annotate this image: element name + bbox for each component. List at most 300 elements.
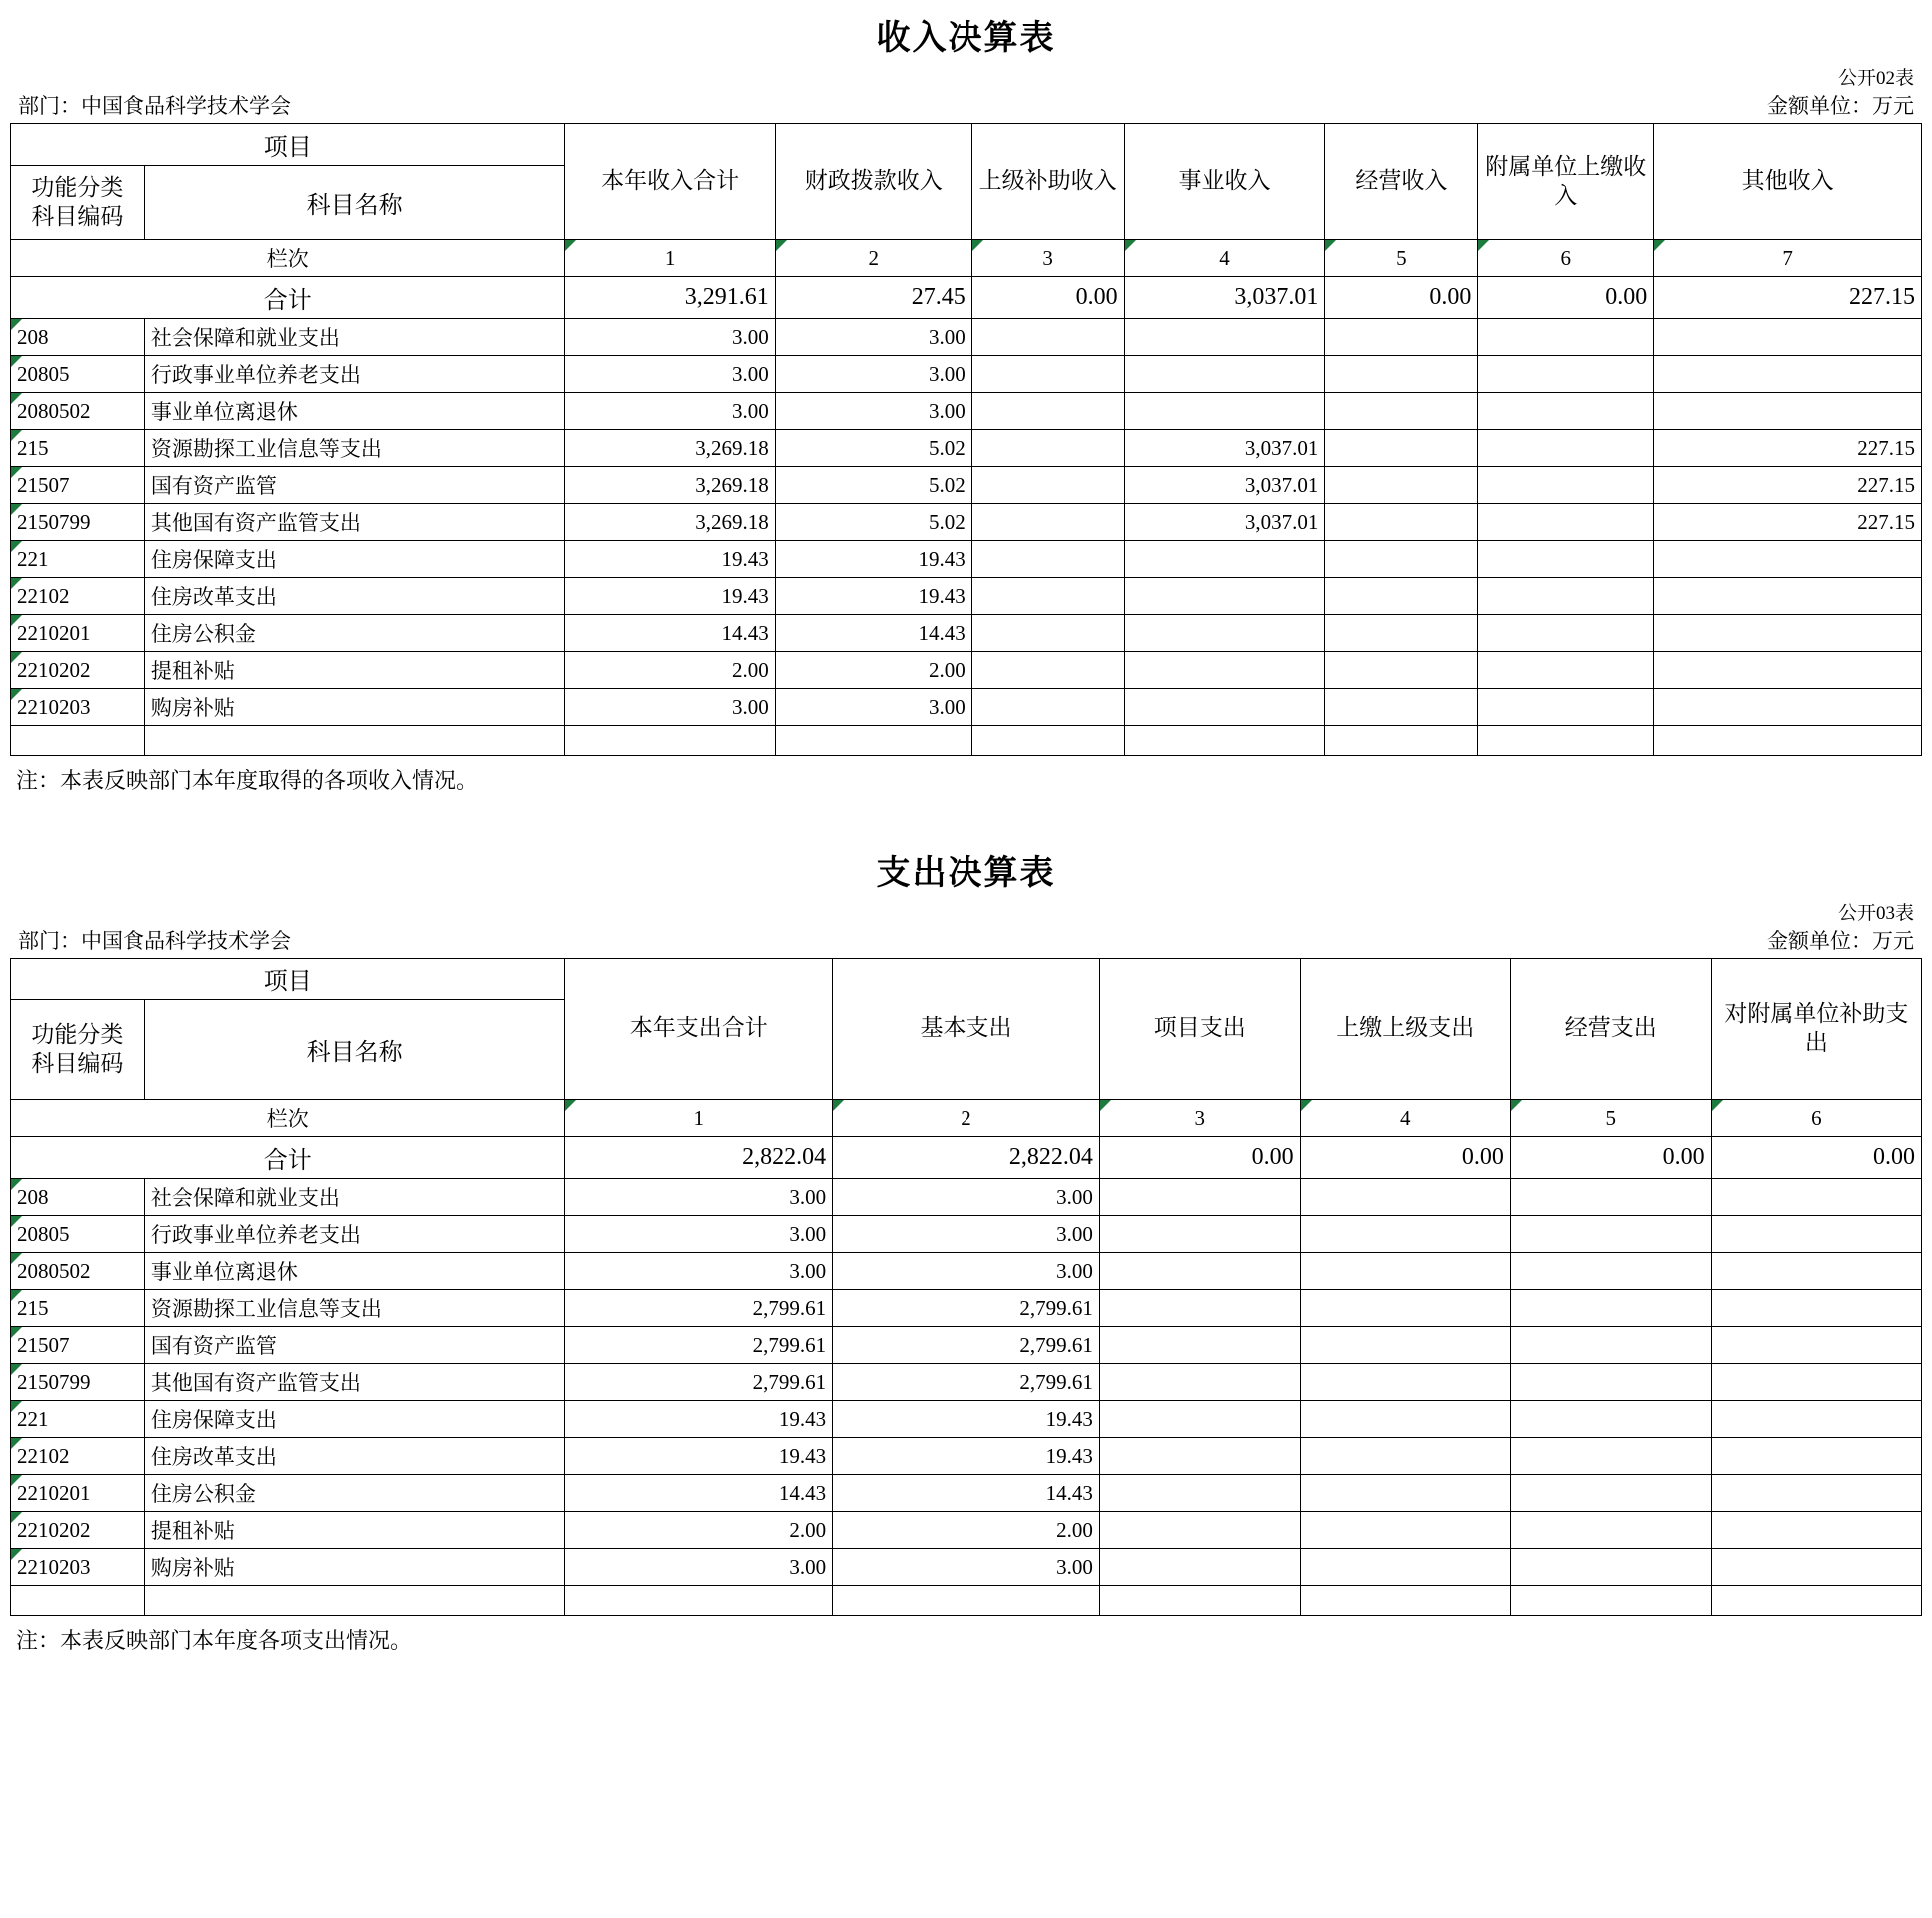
expenditure-table <box>10 958 1922 1616</box>
total-value-expenditure-6: 0.00 <box>1711 1137 1921 1179</box>
table-row <box>11 1179 1922 1216</box>
row-name: 住房公积金 <box>144 1475 565 1512</box>
row-name: 事业单位离退休 <box>144 1253 565 1290</box>
row-value-5 <box>1325 356 1478 393</box>
row-name: 其他国有资产监管支出 <box>144 1364 565 1401</box>
row-name: 住房改革支出 <box>144 1438 565 1475</box>
row-value-1: 14.43 <box>565 615 775 652</box>
table-row <box>11 1512 1922 1549</box>
table-note-revenue: 注：本表反映部门本年度取得的各项收入情况。 <box>16 768 479 793</box>
row-value-6 <box>1711 1475 1921 1512</box>
table-row <box>11 652 1922 689</box>
row-value-5 <box>1510 1179 1711 1216</box>
row-name: 住房保障支出 <box>144 541 565 578</box>
table-row <box>11 541 1922 578</box>
row-value-2: 3.00 <box>775 689 971 726</box>
table-note-expenditure: 注：本表反映部门本年度各项支出情况。 <box>16 1628 413 1653</box>
row-name: 提租补贴 <box>144 652 565 689</box>
group-header-item-expenditure: 项目 <box>11 959 565 1000</box>
table-row <box>11 430 1922 467</box>
form-number-expenditure: 公开03表 <box>1837 903 1914 924</box>
row-value-4 <box>1124 319 1325 356</box>
row-value-2: 3.00 <box>833 1549 1100 1586</box>
row-value-2: 5.02 <box>775 504 971 541</box>
col-header-function-code-line2: 科目编码 <box>31 203 124 229</box>
row-value-6 <box>1478 726 1654 756</box>
row-value-5 <box>1510 1475 1711 1512</box>
row-value-4 <box>1124 689 1325 726</box>
row-value-7 <box>1654 615 1922 652</box>
row-value-5 <box>1325 726 1478 756</box>
row-value-2: 2,799.61 <box>833 1290 1100 1327</box>
page-title-expenditure: 支出决算表 <box>876 855 1056 892</box>
table-row <box>11 1438 1922 1475</box>
row-code: 21507 <box>11 467 145 504</box>
row-value-2: 19.43 <box>833 1401 1100 1438</box>
table-row <box>11 1327 1922 1364</box>
row-value-3 <box>1099 1438 1300 1475</box>
row-value-2 <box>775 726 971 756</box>
row-value-5 <box>1325 319 1478 356</box>
row-value-1: 2,799.61 <box>565 1364 833 1401</box>
row-value-3 <box>971 430 1124 467</box>
row-value-3 <box>971 541 1124 578</box>
row-value-3 <box>1099 1401 1300 1438</box>
row-value-2: 2,799.61 <box>833 1364 1100 1401</box>
row-value-7 <box>1654 652 1922 689</box>
meta-revenue <box>10 90 1922 123</box>
row-value-3 <box>1099 1216 1300 1253</box>
table-row <box>11 504 1922 541</box>
row-value-7 <box>1654 393 1922 430</box>
row-value-3 <box>1099 1179 1300 1216</box>
row-value-4 <box>1300 1216 1510 1253</box>
row-name: 资源勘探工业信息等支出 <box>144 430 565 467</box>
rank-number-expenditure-4: 4 <box>1300 1100 1510 1137</box>
row-value-7 <box>1654 541 1922 578</box>
revenue-table-block <box>10 10 1922 795</box>
rank-number-expenditure-6: 6 <box>1711 1100 1921 1137</box>
unit-label-expenditure: 金额单位：万元 <box>1767 929 1914 953</box>
row-value-5 <box>1510 1253 1711 1290</box>
row-value-1: 3.00 <box>565 1549 833 1586</box>
row-name: 行政事业单位养老支出 <box>144 1216 565 1253</box>
row-value-1: 14.43 <box>565 1475 833 1512</box>
rank-number-revenue-1: 1 <box>565 240 775 277</box>
row-value-5 <box>1510 1327 1711 1364</box>
row-value-3 <box>971 652 1124 689</box>
row-value-2: 14.43 <box>775 615 971 652</box>
row-value-2: 3.00 <box>775 356 971 393</box>
col-header-function-code-line1: 功能分类 <box>31 1021 124 1047</box>
row-value-3 <box>1099 1549 1300 1586</box>
row-name: 其他国有资产监管支出 <box>144 504 565 541</box>
table-row <box>11 393 1922 430</box>
row-value-2: 3.00 <box>833 1179 1100 1216</box>
rank-number-revenue-3: 3 <box>971 240 1124 277</box>
row-name: 事业单位离退休 <box>144 393 565 430</box>
row-value-5 <box>1325 467 1478 504</box>
row-value-4 <box>1124 615 1325 652</box>
row-value-3 <box>971 356 1124 393</box>
page-title-revenue: 收入决算表 <box>876 20 1056 57</box>
row-value-7 <box>1654 319 1922 356</box>
row-value-4 <box>1300 1512 1510 1549</box>
row-code: 2150799 <box>11 504 145 541</box>
row-value-6 <box>1711 1216 1921 1253</box>
col-header-function-code-line2: 科目编码 <box>31 1050 124 1076</box>
row-value-3 <box>971 467 1124 504</box>
row-value-6 <box>1478 578 1654 615</box>
row-value-5 <box>1510 1438 1711 1475</box>
row-value-1: 3.00 <box>565 1216 833 1253</box>
row-value-4 <box>1300 1401 1510 1438</box>
row-value-6 <box>1478 319 1654 356</box>
row-value-2: 19.43 <box>775 578 971 615</box>
row-code: 2210202 <box>11 1512 145 1549</box>
row-value-4 <box>1124 578 1325 615</box>
total-value-expenditure-3: 0.00 <box>1099 1137 1300 1179</box>
total-value-expenditure-4: 0.00 <box>1300 1137 1510 1179</box>
table-row <box>11 1290 1922 1327</box>
row-value-7: 227.15 <box>1654 504 1922 541</box>
row-value-1: 19.43 <box>565 578 775 615</box>
table-row <box>11 578 1922 615</box>
row-value-4 <box>1300 1253 1510 1290</box>
row-name: 社会保障和就业支出 <box>144 319 565 356</box>
row-value-6 <box>1711 1179 1921 1216</box>
row-value-1: 3.00 <box>565 1179 833 1216</box>
rank-number-revenue-7: 7 <box>1654 240 1922 277</box>
row-value-6 <box>1711 1290 1921 1327</box>
row-code: 2210202 <box>11 652 145 689</box>
row-code: 208 <box>11 319 145 356</box>
row-value-6 <box>1478 467 1654 504</box>
row-value-3 <box>971 319 1124 356</box>
col-header-subject-name-expenditure: 科目名称 <box>144 1000 565 1100</box>
col-header-function-code-expenditure <box>11 1000 145 1100</box>
row-code: 221 <box>11 1401 145 1438</box>
row-value-4 <box>1300 1364 1510 1401</box>
row-value-3 <box>971 726 1124 756</box>
col-header-revenue-1: 本年收入合计 <box>565 124 775 240</box>
row-value-4: 3,037.01 <box>1124 467 1325 504</box>
row-value-5 <box>1325 393 1478 430</box>
total-label-expenditure: 合计 <box>11 1137 565 1179</box>
total-value-revenue-6: 0.00 <box>1478 277 1654 319</box>
row-value-2: 19.43 <box>833 1438 1100 1475</box>
row-value-5 <box>1510 1290 1711 1327</box>
row-value-4 <box>1124 652 1325 689</box>
rank-number-revenue-4: 4 <box>1124 240 1325 277</box>
row-value-5 <box>1325 689 1478 726</box>
row-value-4 <box>1300 1549 1510 1586</box>
row-value-3 <box>971 393 1124 430</box>
row-value-2: 2.00 <box>833 1512 1100 1549</box>
col-header-revenue-4: 事业收入 <box>1124 124 1325 240</box>
row-name: 社会保障和就业支出 <box>144 1179 565 1216</box>
total-value-expenditure-1: 2,822.04 <box>565 1137 833 1179</box>
row-value-1: 3.00 <box>565 689 775 726</box>
row-code: 2150799 <box>11 1364 145 1401</box>
row-value-1: 2.00 <box>565 652 775 689</box>
row-value-3 <box>971 578 1124 615</box>
col-header-revenue-6: 附属单位上缴收入 <box>1478 124 1654 240</box>
rank-row-revenue <box>11 240 1922 277</box>
row-value-2 <box>833 1586 1100 1616</box>
row-value-2: 14.43 <box>833 1475 1100 1512</box>
col-header-revenue-3: 上级补助收入 <box>971 124 1124 240</box>
row-code: 2080502 <box>11 1253 145 1290</box>
total-value-revenue-3: 0.00 <box>971 277 1124 319</box>
row-value-6 <box>1478 356 1654 393</box>
form-number-expenditure-row <box>10 898 1922 925</box>
row-value-1: 3,269.18 <box>565 467 775 504</box>
col-header-revenue-2: 财政拨款收入 <box>775 124 971 240</box>
row-code: 2080502 <box>11 393 145 430</box>
total-value-expenditure-2: 2,822.04 <box>833 1137 1100 1179</box>
row-value-7 <box>1654 356 1922 393</box>
row-value-2: 3.00 <box>775 319 971 356</box>
row-value-5 <box>1325 430 1478 467</box>
row-name: 购房补贴 <box>144 689 565 726</box>
table-row <box>11 689 1922 726</box>
row-value-7 <box>1654 689 1922 726</box>
total-value-revenue-2: 27.45 <box>775 277 971 319</box>
section-spacer <box>10 801 1922 835</box>
row-code: 22102 <box>11 578 145 615</box>
row-value-3 <box>1099 1290 1300 1327</box>
row-value-1 <box>565 1586 833 1616</box>
total-row-expenditure <box>11 1137 1922 1179</box>
row-value-5 <box>1510 1586 1711 1616</box>
row-value-1: 2.00 <box>565 1512 833 1549</box>
row-value-2: 3.00 <box>833 1253 1100 1290</box>
revenue-table <box>10 123 1922 756</box>
row-value-5 <box>1325 504 1478 541</box>
meta-expenditure <box>10 925 1922 958</box>
row-value-1: 3,269.18 <box>565 504 775 541</box>
table-row <box>11 467 1922 504</box>
row-value-6 <box>1711 1438 1921 1475</box>
col-header-expenditure-4: 上缴上级支出 <box>1300 959 1510 1100</box>
row-code: 215 <box>11 430 145 467</box>
row-value-1: 3.00 <box>565 356 775 393</box>
group-header-item-revenue: 项目 <box>11 124 565 166</box>
row-value-4: 3,037.01 <box>1124 504 1325 541</box>
row-value-5 <box>1325 615 1478 652</box>
row-value-2: 2.00 <box>775 652 971 689</box>
row-name: 国有资产监管 <box>144 1327 565 1364</box>
row-value-3 <box>971 504 1124 541</box>
row-value-7 <box>1654 726 1922 756</box>
rank-number-expenditure-1: 1 <box>565 1100 833 1137</box>
row-code: 221 <box>11 541 145 578</box>
row-value-2: 5.02 <box>775 430 971 467</box>
col-header-expenditure-6: 对附属单位补助支出 <box>1711 959 1921 1100</box>
rank-number-revenue-5: 5 <box>1325 240 1478 277</box>
row-code: 215 <box>11 1290 145 1327</box>
row-value-4 <box>1300 1290 1510 1327</box>
row-value-6 <box>1711 1586 1921 1616</box>
row-value-6 <box>1478 393 1654 430</box>
total-value-revenue-7: 227.15 <box>1654 277 1922 319</box>
row-value-3 <box>1099 1364 1300 1401</box>
row-value-4 <box>1124 541 1325 578</box>
row-name: 资源勘探工业信息等支出 <box>144 1290 565 1327</box>
row-value-1 <box>565 726 775 756</box>
row-value-6 <box>1711 1401 1921 1438</box>
rank-row-expenditure <box>11 1100 1922 1137</box>
row-value-3 <box>1099 1475 1300 1512</box>
row-value-5 <box>1510 1364 1711 1401</box>
row-code: 22102 <box>11 1438 145 1475</box>
col-header-expenditure-3: 项目支出 <box>1099 959 1300 1100</box>
col-header-expenditure-2: 基本支出 <box>833 959 1100 1100</box>
department-label-revenue: 部门：中国食品科学技术学会 <box>18 94 291 118</box>
row-code: 2210201 <box>11 615 145 652</box>
row-value-2: 3.00 <box>833 1216 1100 1253</box>
row-value-1: 19.43 <box>565 1401 833 1438</box>
row-value-5 <box>1325 578 1478 615</box>
row-name: 住房改革支出 <box>144 578 565 615</box>
col-header-expenditure-1: 本年支出合计 <box>565 959 833 1100</box>
total-value-expenditure-5: 0.00 <box>1510 1137 1711 1179</box>
row-value-6 <box>1478 652 1654 689</box>
row-value-5 <box>1510 1512 1711 1549</box>
row-value-6 <box>1478 430 1654 467</box>
row-code <box>11 726 145 756</box>
row-name: 住房公积金 <box>144 615 565 652</box>
row-value-4 <box>1124 356 1325 393</box>
row-value-1: 2,799.61 <box>565 1327 833 1364</box>
row-value-6 <box>1478 615 1654 652</box>
row-code: 208 <box>11 1179 145 1216</box>
table-row <box>11 726 1922 756</box>
row-value-4 <box>1124 393 1325 430</box>
row-value-2: 3.00 <box>775 393 971 430</box>
row-value-6 <box>1711 1364 1921 1401</box>
table-row <box>11 1475 1922 1512</box>
table-row <box>11 319 1922 356</box>
document-page <box>0 10 1932 1681</box>
total-label-revenue: 合计 <box>11 277 565 319</box>
row-value-5 <box>1325 541 1478 578</box>
row-code: 20805 <box>11 356 145 393</box>
row-value-2: 5.02 <box>775 467 971 504</box>
col-header-function-code-line1: 功能分类 <box>31 174 124 200</box>
row-value-3 <box>971 615 1124 652</box>
row-value-7 <box>1654 578 1922 615</box>
row-value-1: 3,269.18 <box>565 430 775 467</box>
col-header-subject-name-revenue: 科目名称 <box>144 166 565 240</box>
table-row <box>11 1216 1922 1253</box>
row-value-6 <box>1711 1549 1921 1586</box>
col-header-revenue-7: 其他收入 <box>1654 124 1922 240</box>
row-value-3 <box>1099 1327 1300 1364</box>
rank-number-revenue-2: 2 <box>775 240 971 277</box>
row-value-4: 3,037.01 <box>1124 430 1325 467</box>
row-value-4 <box>1300 1475 1510 1512</box>
unit-label-revenue: 金额单位：万元 <box>1767 94 1914 118</box>
row-code: 2210203 <box>11 1549 145 1586</box>
header-row-1 <box>11 124 1922 166</box>
row-value-4 <box>1300 1179 1510 1216</box>
row-value-3 <box>971 689 1124 726</box>
table-row <box>11 1586 1922 1616</box>
row-code: 2210201 <box>11 1475 145 1512</box>
form-number-revenue: 公开02表 <box>1837 68 1914 89</box>
row-value-1: 19.43 <box>565 1438 833 1475</box>
form-number-revenue-row <box>10 63 1922 90</box>
row-value-4 <box>1300 1586 1510 1616</box>
row-value-7: 227.15 <box>1654 430 1922 467</box>
row-value-1: 3.00 <box>565 319 775 356</box>
row-value-5 <box>1325 652 1478 689</box>
row-code: 21507 <box>11 1327 145 1364</box>
row-name <box>144 726 565 756</box>
rank-number-revenue-6: 6 <box>1478 240 1654 277</box>
table-row <box>11 1364 1922 1401</box>
total-row-revenue <box>11 277 1922 319</box>
table-row <box>11 1253 1922 1290</box>
row-value-7: 227.15 <box>1654 467 1922 504</box>
row-value-2: 2,799.61 <box>833 1327 1100 1364</box>
department-label-expenditure: 部门：中国食品科学技术学会 <box>18 929 291 953</box>
row-name: 住房保障支出 <box>144 1401 565 1438</box>
header-row-1 <box>11 959 1922 1000</box>
expenditure-table-block <box>10 845 1922 1655</box>
rank-label-revenue: 栏次 <box>11 240 565 277</box>
row-value-1: 2,799.61 <box>565 1290 833 1327</box>
row-name: 购房补贴 <box>144 1549 565 1586</box>
row-value-6 <box>1478 504 1654 541</box>
row-value-6 <box>1711 1327 1921 1364</box>
rank-number-expenditure-2: 2 <box>833 1100 1100 1137</box>
table-row <box>11 356 1922 393</box>
row-value-1: 3.00 <box>565 393 775 430</box>
row-value-5 <box>1510 1216 1711 1253</box>
row-name <box>144 1586 565 1616</box>
row-code: 2210203 <box>11 689 145 726</box>
row-code <box>11 1586 145 1616</box>
table-row <box>11 1549 1922 1586</box>
row-value-5 <box>1510 1549 1711 1586</box>
row-value-1: 3.00 <box>565 1253 833 1290</box>
table-row <box>11 1401 1922 1438</box>
col-header-revenue-5: 经营收入 <box>1325 124 1478 240</box>
row-value-2: 19.43 <box>775 541 971 578</box>
row-value-4 <box>1124 726 1325 756</box>
rank-number-expenditure-3: 3 <box>1099 1100 1300 1137</box>
row-value-4 <box>1300 1327 1510 1364</box>
row-value-6 <box>1711 1512 1921 1549</box>
col-header-expenditure-5: 经营支出 <box>1510 959 1711 1100</box>
row-code: 20805 <box>11 1216 145 1253</box>
row-value-5 <box>1510 1401 1711 1438</box>
row-value-6 <box>1478 689 1654 726</box>
rank-number-expenditure-5: 5 <box>1510 1100 1711 1137</box>
row-name: 行政事业单位养老支出 <box>144 356 565 393</box>
total-value-revenue-1: 3,291.61 <box>565 277 775 319</box>
row-value-6 <box>1478 541 1654 578</box>
row-value-3 <box>1099 1253 1300 1290</box>
row-value-4 <box>1300 1438 1510 1475</box>
row-name: 提租补贴 <box>144 1512 565 1549</box>
total-value-revenue-4: 3,037.01 <box>1124 277 1325 319</box>
col-header-function-code-revenue <box>11 166 145 240</box>
row-value-6 <box>1711 1253 1921 1290</box>
